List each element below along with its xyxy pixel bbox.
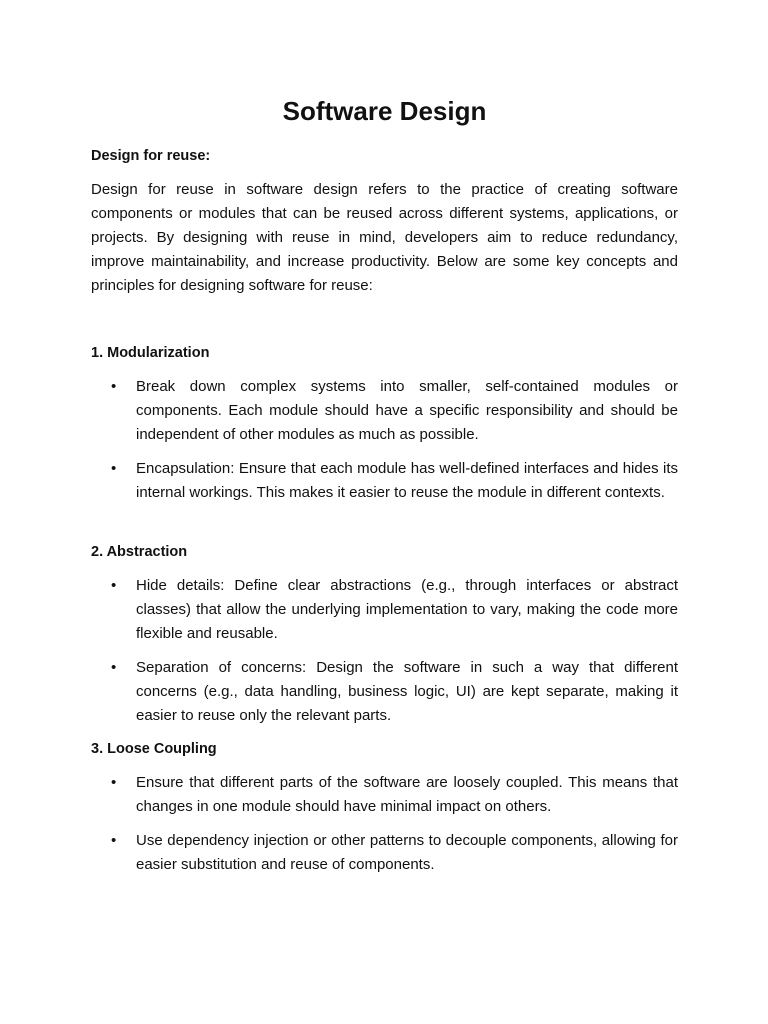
section-heading: 2. Abstraction bbox=[91, 544, 188, 560]
section-heading: 1. Modularization bbox=[91, 345, 210, 361]
bullet-text: Ensure that different parts of the software are loosely coupled. This means that changes in one module should have minimal impact on others. bbox=[136, 774, 678, 815]
section-loose-coupling bbox=[91, 737, 678, 877]
bullet-list bbox=[91, 771, 678, 877]
bullet-text: Break down complex systems into smaller, self-contained modules or components. Each module should have a specific responsibility and should be independent of other modules as much as possible. bbox=[136, 378, 678, 443]
document-title: Software Design bbox=[282, 96, 487, 126]
bullet-icon: • bbox=[111, 774, 117, 791]
bullet-icon: • bbox=[111, 832, 117, 849]
bullet-icon: • bbox=[111, 460, 117, 477]
section-heading: 3. Loose Coupling bbox=[91, 741, 217, 757]
section-abstraction bbox=[91, 540, 678, 728]
section-modularization bbox=[91, 341, 678, 505]
bullet-text: Hide details: Define clear abstractions (e.g., through interfaces or abstract classes) that allow the underlying implementation to vary, making the code more flexible and reusable. bbox=[136, 577, 678, 642]
bullet-item bbox=[91, 656, 678, 728]
bullet-text: Encapsulation: Ensure that each module has well-defined interfaces and hides its internal workings. This makes it easier to reuse the module in different contexts. bbox=[136, 460, 678, 501]
bullet-item bbox=[91, 457, 678, 505]
bullet-icon: • bbox=[111, 577, 117, 594]
bullet-list bbox=[91, 574, 678, 728]
bullet-text: Separation of concerns: Design the software in such a way that different concerns (e.g., data handling, business logic, UI) are kept separate, making it easier to reuse only the relevant parts. bbox=[136, 659, 678, 724]
subheading: Design for reuse: bbox=[91, 148, 211, 164]
bullet-item bbox=[91, 771, 678, 819]
bullet-item bbox=[91, 574, 678, 646]
bullet-item bbox=[91, 829, 678, 877]
bullet-icon: • bbox=[111, 378, 117, 395]
intro-paragraph: Design for reuse in software design refers to the practice of creating software components or modules that can be reused across different systems, applications, or projects. By designing with reuse in mind, developers aim to reduce redundancy, improve maintainability, and increase productivity. Below are some key concepts and principles for designing software for reuse: bbox=[91, 181, 678, 294]
bullet-text: Use dependency injection or other patterns to decouple components, allowing for easier substitution and reuse of components. bbox=[136, 832, 678, 873]
bullet-item bbox=[91, 375, 678, 447]
bullet-icon: • bbox=[111, 659, 117, 676]
bullet-list bbox=[91, 375, 678, 505]
